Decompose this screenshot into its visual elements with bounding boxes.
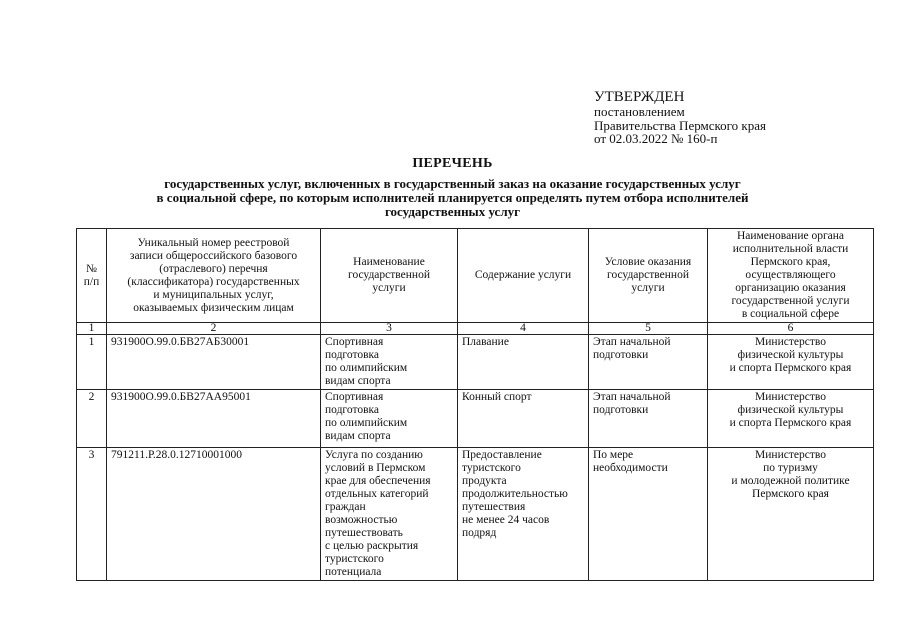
cell-line: продолжительностью — [462, 488, 568, 500]
cell-line: подготовка — [325, 349, 380, 361]
cell-condition — [589, 448, 708, 581]
cell-line: подготовка — [325, 404, 380, 416]
cell-name — [321, 448, 458, 581]
column-number: 5 — [589, 323, 708, 335]
header-line: в социальной сфере — [741, 308, 840, 320]
header-col-5 — [589, 229, 708, 323]
cell-line: Этап начальной — [593, 391, 671, 403]
header-line: (отраслевого) перечня — [159, 262, 268, 275]
cell-condition — [589, 390, 708, 448]
header-line: Пермского края, — [750, 256, 831, 268]
header-line: Наименование органа — [736, 230, 845, 242]
cell-line: отдельных категорий — [325, 488, 429, 500]
cell-line: по олимпийским — [325, 417, 408, 429]
approval-line-1: постановлением — [594, 104, 685, 119]
cell-line: не менее 24 часов — [462, 514, 550, 526]
cell-name — [321, 335, 458, 390]
cell-line: Предоставление — [462, 449, 542, 461]
header-line: № — [86, 262, 97, 275]
cell-line: условий в Пермском — [325, 462, 426, 474]
cell-line: с целью раскрытия — [325, 540, 419, 552]
cell-line: туристского — [462, 462, 521, 474]
cell-line: возможностью — [325, 514, 398, 526]
cell-num: 1 — [77, 335, 107, 390]
header-line: и муниципальных услуг, — [153, 288, 274, 301]
column-number: 6 — [708, 323, 874, 335]
header-line: Уникальный номер реестровой — [137, 236, 290, 249]
cell-num: 3 — [77, 448, 107, 581]
cell-line: Спортивная — [325, 336, 384, 348]
cell-line: и молодежной политике — [731, 475, 850, 487]
header-line: осуществляющего — [745, 269, 836, 281]
header-line: государственной — [607, 269, 689, 281]
cell-line: потенциала — [325, 566, 382, 578]
cell-content — [458, 390, 589, 448]
cell-organ — [708, 335, 874, 390]
cell-line: По мере — [593, 449, 634, 461]
column-number: 1 — [77, 323, 107, 335]
cell-line: туристского — [325, 553, 384, 565]
cell-line: Этап начальной — [593, 336, 671, 348]
cell-content — [458, 448, 589, 581]
cell-line: граждан — [325, 501, 366, 513]
cell-code: 791211.Р.28.0.12710001000 — [107, 448, 321, 581]
header-col-4 — [458, 229, 589, 323]
table-row — [77, 448, 874, 581]
cell-line: Министерство — [755, 391, 826, 403]
subtitle-line-3: государственных услуг — [384, 204, 521, 219]
cell-organ — [708, 390, 874, 448]
header-col-1 — [77, 229, 107, 323]
approval-heading: УТВЕРЖДЕН — [594, 89, 685, 105]
table-row — [77, 335, 874, 390]
table-row — [77, 390, 874, 448]
cell-num: 2 — [77, 390, 107, 448]
header-line: государственной услуги — [731, 295, 850, 307]
cell-line: Министерство — [755, 449, 826, 461]
cell-line: и спорта Пермского края — [729, 362, 852, 374]
header-line: (классификатора) государственных — [127, 275, 300, 288]
header-line: записи общероссийского базового — [129, 249, 298, 262]
document-title: ПЕРЕЧЕНЬ — [412, 156, 493, 171]
cell-line: Министерство — [755, 336, 826, 348]
cell-content — [458, 335, 589, 390]
cell-organ — [708, 448, 874, 581]
cell-line: продукта — [462, 475, 507, 487]
header-col-3 — [321, 229, 458, 323]
cell-line: и спорта Пермского края — [729, 417, 852, 429]
cell-line: видам спорта — [325, 430, 391, 442]
column-number: 3 — [321, 323, 458, 335]
document-subtitle — [60, 177, 845, 219]
cell-code: 931900О.99.0.БВ27АА95001 — [107, 390, 321, 448]
cell-name — [321, 390, 458, 448]
cell-line: видам спорта — [325, 375, 391, 387]
cell-line: по олимпийским — [325, 362, 408, 374]
table-header-row — [77, 229, 874, 323]
header-line: услуги — [372, 282, 406, 294]
cell-line: физической культуры — [737, 349, 844, 361]
subtitle-line-2: в социальной сфере, по которым исполнителей планируется определять путем отбора исполнителей — [156, 190, 749, 205]
header-line: оказываемых физическим лицам — [133, 301, 294, 314]
cell-line: подряд — [462, 527, 497, 539]
column-number: 4 — [458, 323, 589, 335]
cell-line: Пермского края — [752, 488, 829, 500]
cell-line: по туризму — [763, 462, 818, 474]
cell-line: подготовки — [593, 404, 649, 416]
header-line: п/п — [83, 275, 100, 288]
approval-block — [594, 89, 766, 146]
cell-line: физической культуры — [737, 404, 844, 416]
header-col-2 — [107, 229, 321, 323]
column-number: 2 — [107, 323, 321, 335]
cell-line: Услуга по созданию — [325, 449, 423, 461]
header-line: Условие оказания — [604, 256, 692, 268]
cell-line: путешествовать — [325, 527, 403, 539]
cell-line: Конный спорт — [462, 391, 532, 403]
header-line: услуги — [631, 282, 665, 294]
approval-line-2: Правительства Пермского края — [594, 117, 766, 133]
header-line: Наименование — [353, 256, 425, 268]
cell-code: 931900О.99.0.БВ27АБ30001 — [107, 335, 321, 390]
cell-line: Плавание — [462, 336, 509, 348]
cell-line: Спортивная — [325, 391, 384, 403]
header-col-6 — [708, 229, 874, 323]
cell-line: путешествия — [462, 501, 526, 513]
header-line: организацию оказания — [735, 282, 846, 294]
subtitle-line-1: государственных услуг, включенных в государственный заказ на оказание государственных услуг — [164, 176, 741, 191]
header-line: государственной — [348, 269, 430, 281]
cell-line: крае для обеспечения — [325, 475, 431, 487]
header-line: Содержание услуги — [474, 269, 572, 281]
column-number-row — [77, 323, 874, 335]
services-table — [76, 228, 874, 581]
header-line: исполнительной власти — [732, 243, 849, 255]
cell-condition — [589, 335, 708, 390]
cell-line: необходимости — [593, 462, 668, 474]
approval-line-3: от 02.03.2022 № 160-п — [594, 131, 718, 146]
cell-line: подготовки — [593, 349, 649, 361]
